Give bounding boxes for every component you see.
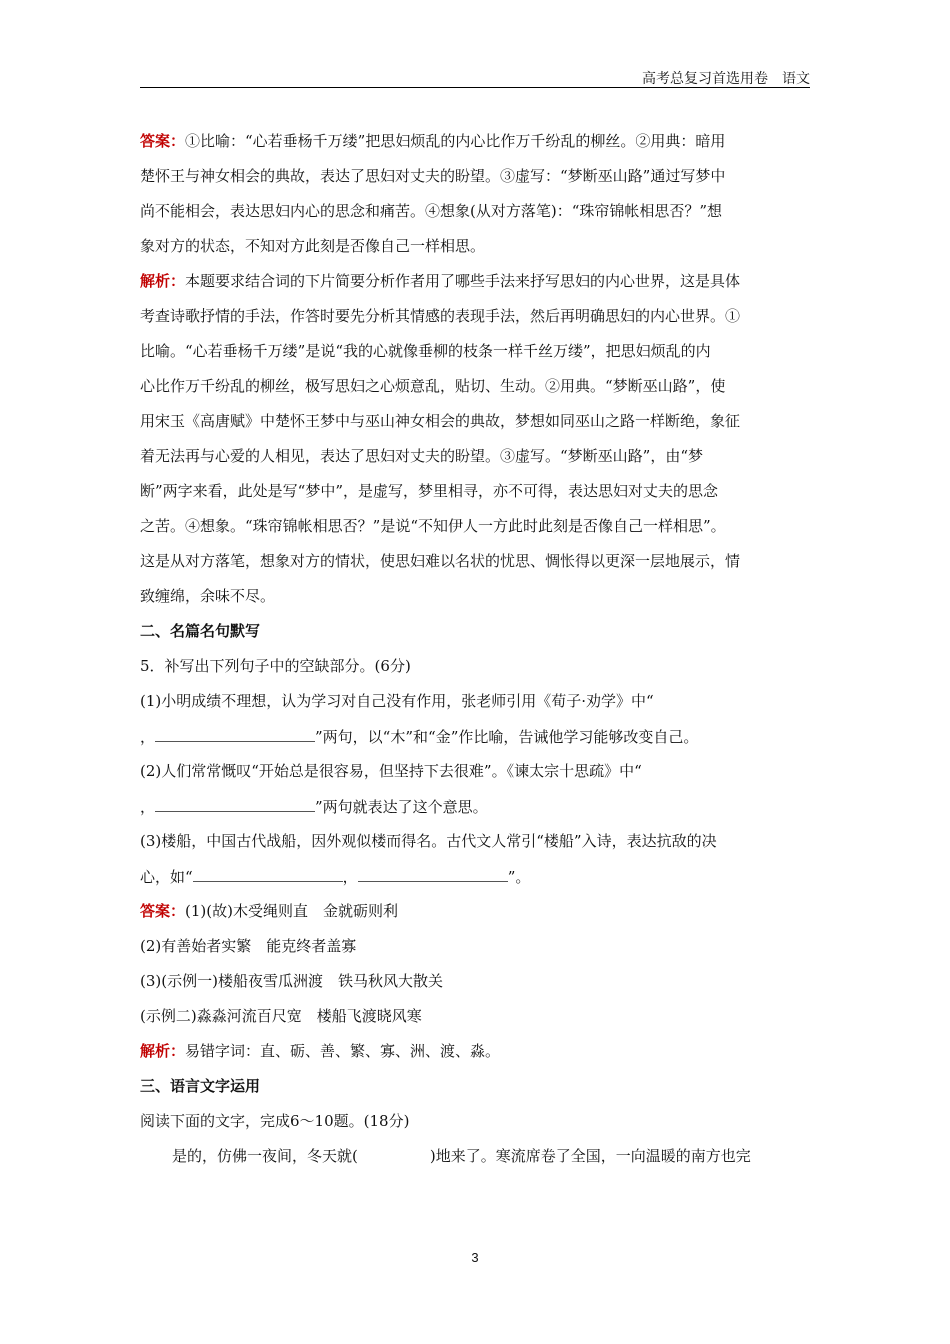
q5-item-1: (1)小明成绩不理想，认为学习对自己没有作用，张老师引用《荀子·劝学》中“	[140, 692, 654, 710]
fill-blank[interactable]	[193, 859, 343, 882]
fill-blank[interactable]	[358, 859, 508, 882]
q4-analysis-line: 致缠绵，余味不尽。	[140, 587, 276, 605]
section-heading: 二、名篇名句默写	[140, 622, 261, 640]
analysis-label: 解析：	[140, 1042, 186, 1060]
q5-item-1-blanks: ， ”两句，以“木”和“金”作比喻，告诫他学习能够改变自己。	[140, 719, 810, 754]
page-content	[140, 124, 810, 1174]
q4-analysis-line: 着无法再与心爱的人相见，表达了思妇对丈夫的盼望。③虚写。“梦断巫山路”，由“梦	[140, 447, 704, 465]
analysis-label: 解析：	[140, 272, 186, 290]
header-divider	[140, 87, 810, 88]
q4-analysis-line: 这是从对方落笔，想象对方的情状，使思妇难以名状的忧思、惆怅得以更深一层地展示，情	[140, 552, 741, 570]
q4-answer-line: 尚不能相会，表达思妇内心的思念和痛苦。④想象(从对方落笔)：“珠帘锦帐相思否？”想	[140, 202, 723, 220]
q5-item-3: (3)楼船，中国古代战船，因外观似楼而得名。古代文人常引“楼船”入诗，表达抗敌的决	[140, 832, 717, 850]
q5-answer-line: (2)有善始者实繁 能克终者盖寡	[140, 937, 357, 955]
q4-answer-line: 楚怀王与神女相会的典故，表达了思妇对丈夫的盼望。③虚写：“梦断巫山路”通过写梦中	[140, 167, 726, 185]
q5-answer-line: (示例二)淼淼河流百尺宽 楼船飞渡晓风寒	[140, 1007, 422, 1025]
q5-item-2-blanks: ， ”两句就表达了这个意思。	[140, 789, 810, 824]
q4-answer-line: 答案：①比喻：“心若垂杨千万缕”把思妇烦乱的内心比作万千纷乱的柳丝。②用典：暗用	[140, 132, 726, 150]
q4-analysis-line: 比喻。“心若垂杨千万缕”是说“我的心就像垂柳的枝条一样千丝万缕”，把思妇烦乱的内	[140, 342, 711, 360]
q4-analysis-line: 心比作万千纷乱的柳丝，极写思妇之心烦意乱，贴切、生动。②用典。“梦断巫山路”，使	[140, 377, 726, 395]
page-number: 3	[471, 1250, 479, 1265]
q5-item-2: (2)人们常常慨叹“开始总是很容易，但坚持下去很难”。《谏太宗十思疏》中“	[140, 762, 642, 780]
answer-label: 答案：	[140, 132, 186, 150]
q5-answer-line: (3)(示例一)楼船夜雪瓜洲渡 铁马秋风大散关	[140, 972, 443, 990]
q4-analysis-line: 解析：本题要求结合词的下片简要分析作者用了哪些手法来抒写思妇的内心世界，这是具体	[140, 272, 741, 290]
q4-answer-line: 象对方的状态，不知对方此刻是否像自己一样相思。	[140, 237, 486, 255]
q5-analysis-line: 解析：易错字词：直、砺、善、繁、寡、洲、渡、淼。	[140, 1042, 501, 1060]
answer-label: 答案：	[140, 902, 186, 920]
header-title: 高考总复习首选用卷 语文	[642, 71, 810, 87]
q4-analysis-line: 用宋玉《高唐赋》中楚怀王梦中与巫山神女相会的典故，梦想如同巫山之路一样断绝，象征	[140, 412, 741, 430]
q4-analysis-line: 断”两字来看，此处是写“梦中”，是虚写，梦里相寻，亦不可得，表达思妇对丈夫的思念	[140, 482, 719, 500]
fill-blank[interactable]	[155, 719, 315, 742]
q5-answer-line: 答案：(1)(故)木受绳则直 金就砺则利	[140, 902, 398, 920]
section-heading: 三、语言文字运用	[140, 1077, 261, 1095]
q4-analysis-line: 考查诗歌抒情的手法，作答时要先分析其情感的表现手法，然后再明确思妇的内心世界。①	[140, 307, 741, 325]
passage-line: 是的，仿佛一夜间，冬天就( )地来了。寒流席卷了全国，一向温暖的南方也完	[172, 1147, 751, 1165]
fill-blank[interactable]	[155, 789, 315, 812]
section-3-intro: 阅读下面的文字，完成6～10题。(18分)	[140, 1112, 410, 1130]
q5-item-3-blanks: 心，如“ ， ”。	[140, 859, 810, 894]
question-5-stem: 5．补写出下列句子中的空缺部分。(6分)	[140, 657, 411, 675]
q4-analysis-line: 之苦。④想象。“珠帘锦帐相思否？”是说“不知伊人一方此时此刻是否像自己一样相思”。	[140, 517, 726, 535]
